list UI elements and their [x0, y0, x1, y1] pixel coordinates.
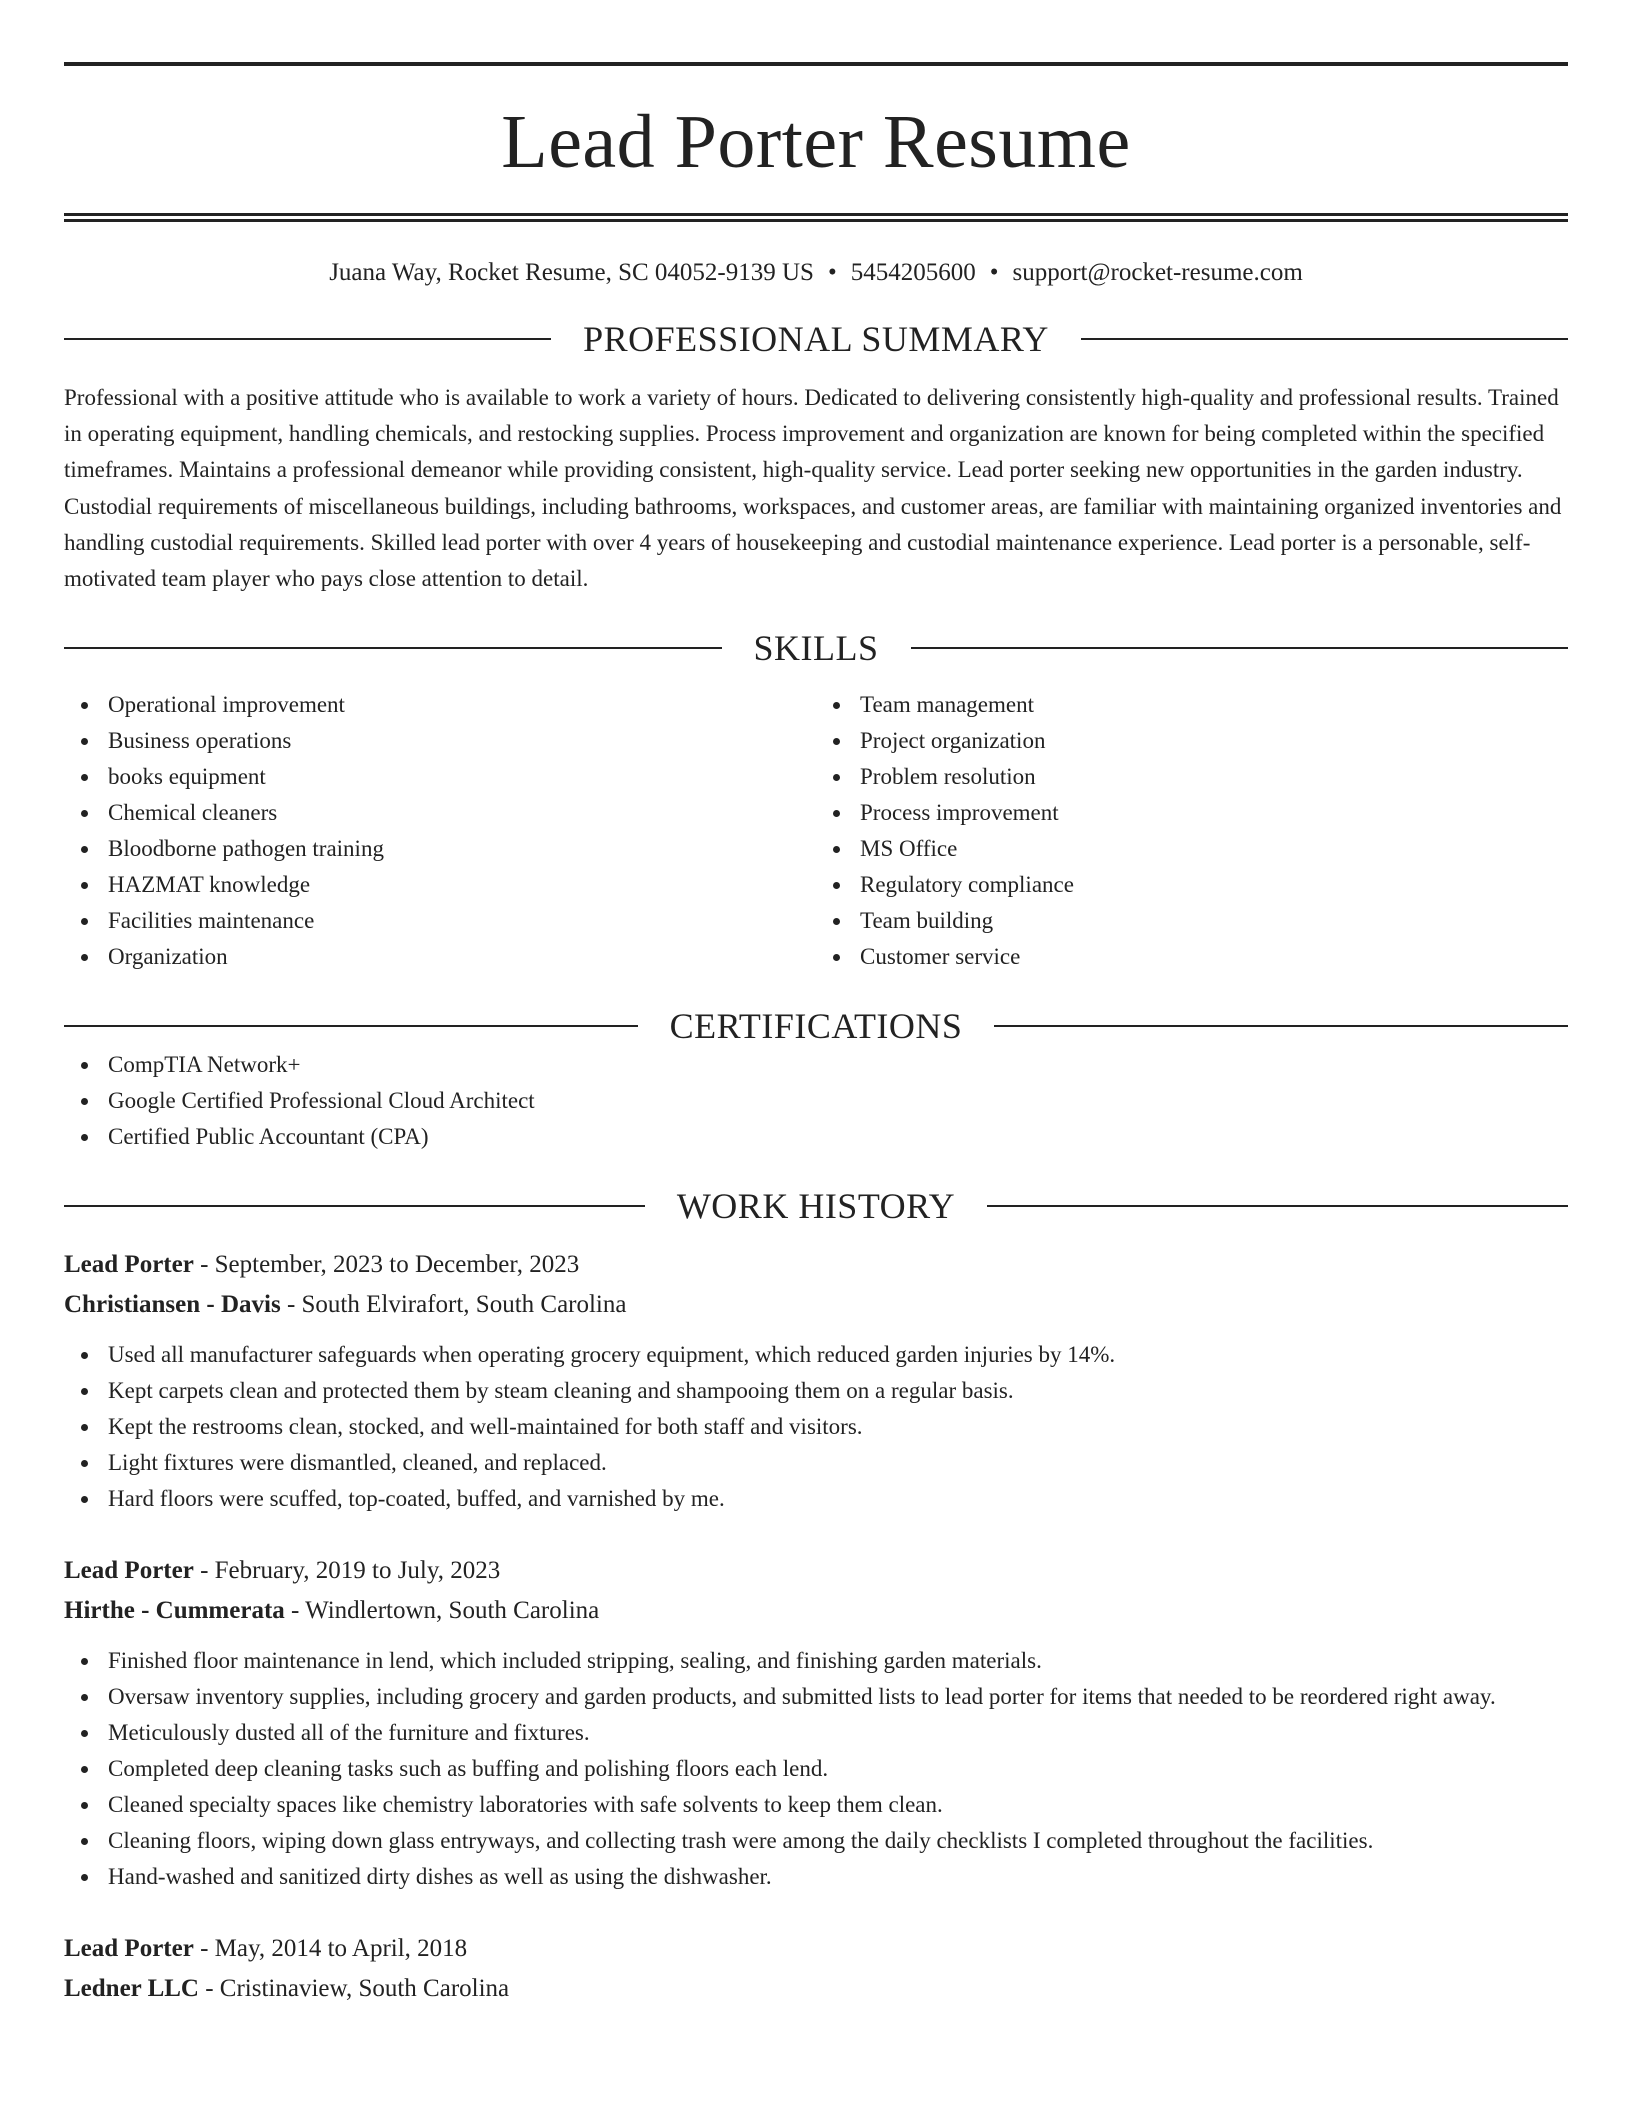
section-rule-right [911, 647, 1569, 649]
skill-item: Facilities maintenance [64, 903, 816, 939]
job-company-line [64, 1969, 1568, 2009]
section-rule-right [1081, 338, 1568, 340]
top-rule [64, 62, 1568, 66]
section-rule-right [987, 1205, 1568, 1207]
contact-separator: • [989, 259, 999, 286]
section-header-summary [64, 318, 1568, 360]
skill-item: Regulatory compliance [816, 867, 1568, 903]
job-duty-item: Hard floors were scuffed, top-coated, buffed, and varnished by me. [64, 1481, 1568, 1517]
job-duty-item: Finished floor maintenance in lend, which included stripping, sealing, and finishing garden materials. [64, 1643, 1568, 1679]
section-rule-left [64, 338, 551, 340]
section-rule-left [64, 1205, 645, 1207]
skill-item: Team management [816, 687, 1568, 723]
job-dates: - May, 2014 to April, 2018 [193, 1935, 468, 1963]
job-duties-list [64, 1337, 1568, 1517]
job-title: Lead Porter [64, 1935, 194, 1963]
section-rule-right [994, 1025, 1568, 1027]
job-title-line [64, 1245, 1568, 1285]
job-location: - South Elvirafort, South Carolina [280, 1291, 627, 1319]
job-duties-list [64, 1643, 1568, 1895]
skills-list [64, 687, 1568, 975]
section-header-work-history [64, 1185, 1568, 1227]
skill-item: Chemical cleaners [64, 795, 816, 831]
job-duty-item: Oversaw inventory supplies, including grocery and garden products, and submitted lists to lead porter for items that needed to be reordered right away. [64, 1679, 1568, 1715]
job-company-line [64, 1285, 1568, 1325]
job-dates: - February, 2019 to July, 2023 [193, 1557, 501, 1585]
skill-item: HAZMAT knowledge [64, 867, 816, 903]
title-double-rule [64, 213, 1568, 222]
skill-item: Organization [64, 939, 816, 975]
job-duty-item: Used all manufacturer safeguards when operating grocery equipment, which reduced garden injuries by 14%. [64, 1337, 1568, 1373]
contact-address: Juana Way, Rocket Resume, SC 04052-9139 US [329, 259, 814, 286]
skill-item: Team building [816, 903, 1568, 939]
skill-item: Project organization [816, 723, 1568, 759]
job-duty-item: Cleaning floors, wiping down glass entryways, and collecting trash were among the daily checklists I completed throughout the facilities. [64, 1823, 1568, 1859]
job-duty-item: Kept carpets clean and protected them by steam cleaning and shampooing them on a regular basis. [64, 1373, 1568, 1409]
job-title-line [64, 1551, 1568, 1591]
skill-item: Business operations [64, 723, 816, 759]
contact-separator: • [827, 259, 837, 286]
job-location: - Cristinaview, South Carolina [198, 1975, 510, 2003]
job-company: Christiansen - Davis [64, 1291, 281, 1319]
skill-item: Customer service [816, 939, 1568, 975]
skills-column-right [816, 687, 1568, 975]
certification-item: CompTIA Network+ [64, 1047, 1568, 1083]
section-rule-left [64, 1025, 638, 1027]
job-duty-item: Meticulously dusted all of the furniture and fixtures. [64, 1715, 1568, 1751]
skills-column-left [64, 687, 816, 975]
section-header-certifications [64, 1005, 1568, 1047]
job-duty-item: Cleaned specialty spaces like chemistry laboratories with safe solvents to keep them clean. [64, 1787, 1568, 1823]
contact-phone: 5454205600 [850, 259, 976, 286]
skill-item: Operational improvement [64, 687, 816, 723]
page-title: Lead Porter Resume [501, 100, 1131, 184]
skill-item: books equipment [64, 759, 816, 795]
skill-item: Problem resolution [816, 759, 1568, 795]
certification-item: Certified Public Accountant (CPA) [64, 1119, 1568, 1155]
certifications-list [64, 1047, 1568, 1155]
job-entry [64, 1245, 1568, 1517]
skill-item: Process improvement [816, 795, 1568, 831]
job-duty-item: Completed deep cleaning tasks such as buffing and polishing floors each lend. [64, 1751, 1568, 1787]
section-title-skills: SKILLS [753, 628, 879, 669]
certification-item: Google Certified Professional Cloud Architect [64, 1083, 1568, 1119]
section-title-work-history: WORK HISTORY [676, 1186, 956, 1227]
job-entry [64, 1551, 1568, 1895]
skill-item: MS Office [816, 831, 1568, 867]
job-title-line [64, 1929, 1568, 1969]
section-title-certifications: CERTIFICATIONS [669, 1006, 963, 1047]
summary-text: Professional with a positive attitude who is available to work a variety of hours. Dedicated to delivering consistently high-quality and professional results. Trained in operating equipment, handling chemicals, and restocking supplies. Process improvement and organization are known for being completed within the specified timeframes. Maintains a professional demeanor while providing consistent, high-quality service. Lead porter seeking new opportunities in the garden industry. Custodial requirements of miscellaneous buildings, including bathrooms, workspaces, and customer areas, are familiar with maintaining organized inventories and handling custodial requirements. Skilled lead porter with over 4 years of housekeeping and custodial maintenance experience. Lead porter is a personable, self-motivated team player who pays close attention to detail. [64, 385, 1562, 592]
job-entry [64, 1929, 1568, 2009]
section-rule-left [64, 647, 722, 649]
contact-line [64, 258, 1568, 288]
job-duty-item: Kept the restrooms clean, stocked, and well-maintained for both staff and visitors. [64, 1409, 1568, 1445]
job-dates: - September, 2023 to December, 2023 [193, 1251, 580, 1279]
job-company: Hirthe - Cummerata [64, 1597, 285, 1625]
job-company: Ledner LLC [64, 1975, 199, 2003]
job-title: Lead Porter [64, 1557, 194, 1585]
job-title: Lead Porter [64, 1251, 194, 1279]
skill-item: Bloodborne pathogen training [64, 831, 816, 867]
section-header-skills [64, 627, 1568, 669]
job-duty-item: Light fixtures were dismantled, cleaned, and replaced. [64, 1445, 1568, 1481]
job-duty-item: Hand-washed and sanitized dirty dishes as well as using the dishwasher. [64, 1859, 1568, 1895]
contact-email: support@rocket-resume.com [1012, 259, 1303, 286]
job-location: - Windlertown, South Carolina [284, 1597, 600, 1625]
section-title-summary: PROFESSIONAL SUMMARY [583, 319, 1049, 359]
job-company-line [64, 1591, 1568, 1631]
